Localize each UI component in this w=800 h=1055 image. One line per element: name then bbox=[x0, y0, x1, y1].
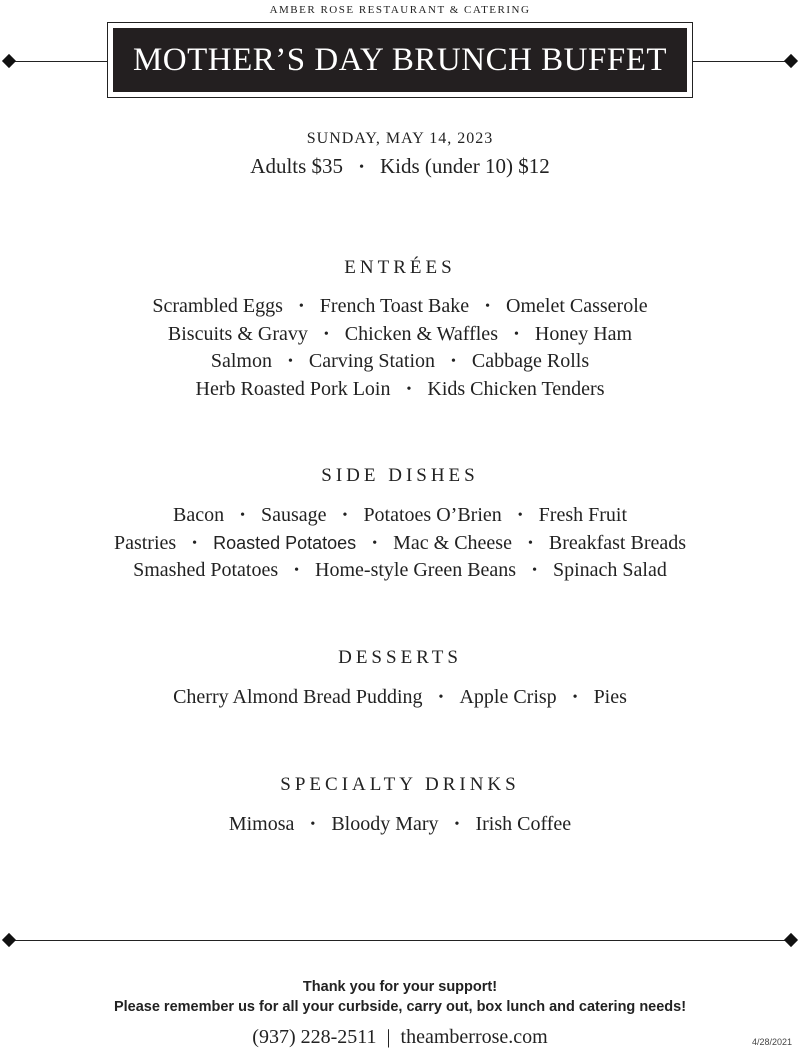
menu-line bbox=[0, 376, 800, 404]
menu-item: Herb Roasted Pork Loin bbox=[195, 377, 391, 400]
menu-line bbox=[0, 321, 800, 349]
sides-heading: SIDE DISHES bbox=[321, 465, 479, 486]
menu-item: Biscuits & Gravy bbox=[167, 322, 308, 345]
menu-title: MOTHER’S DAY BRUNCH BUFFET bbox=[113, 28, 687, 92]
menu-line bbox=[0, 811, 800, 839]
restaurant-name: AMBER ROSE RESTAURANT & CATERING bbox=[269, 4, 531, 16]
bullet: • bbox=[298, 299, 304, 314]
menu-item: Sausage bbox=[260, 504, 327, 526]
footer-rule bbox=[10, 940, 790, 941]
entrees-heading: ENTRÉES bbox=[344, 257, 456, 278]
bullet: • bbox=[192, 535, 198, 551]
menu-item: Pies bbox=[593, 686, 627, 708]
bullet: • bbox=[287, 354, 293, 369]
bullet: • bbox=[532, 563, 537, 578]
kids-price: Kids (under 10) $12 bbox=[379, 154, 550, 178]
bullet: • bbox=[294, 563, 300, 578]
phone-number: (937) 228-2511 bbox=[252, 1026, 377, 1048]
event-date: SUNDAY, MAY 14, 2023 bbox=[306, 130, 494, 147]
bullet: • bbox=[310, 817, 316, 832]
menu-item: Smashed Potatoes bbox=[133, 559, 279, 581]
bullet: • bbox=[406, 381, 412, 397]
menu-item: Bloody Mary bbox=[331, 813, 439, 835]
bullet: • bbox=[527, 535, 533, 551]
menu-item: Breakfast Breads bbox=[548, 531, 687, 554]
bullet: • bbox=[454, 817, 460, 832]
bullet: • bbox=[372, 535, 378, 551]
menu-line bbox=[0, 557, 800, 585]
menu-item: Scrambled Eggs bbox=[152, 295, 283, 317]
menu-line bbox=[0, 293, 800, 321]
menu-item: Home-style Green Beans bbox=[315, 559, 517, 581]
menu-item: Apple Crisp bbox=[459, 686, 557, 708]
menu-item: Kids Chicken Tenders bbox=[427, 377, 605, 400]
menu-item: Fresh Fruit bbox=[538, 504, 627, 526]
menu-item: Irish Coffee bbox=[475, 813, 572, 835]
bullet: • bbox=[451, 354, 456, 369]
menu-item: Roasted Potatoes bbox=[213, 532, 357, 553]
prices bbox=[0, 154, 800, 179]
bullet: • bbox=[513, 326, 519, 342]
website-link[interactable]: theamberrose.com bbox=[400, 1026, 548, 1048]
menu-item: Carving Station bbox=[308, 350, 435, 372]
desserts-heading: DESSERTS bbox=[338, 647, 462, 668]
menu-line bbox=[0, 348, 800, 376]
bullet: • bbox=[485, 299, 491, 314]
bullet: • bbox=[240, 508, 245, 523]
menu-item: Salmon bbox=[210, 350, 272, 372]
bullet: • bbox=[359, 160, 364, 175]
menu-line bbox=[0, 530, 800, 558]
menu-item: French Toast Bake bbox=[319, 295, 470, 317]
diamond-footer-right-icon bbox=[784, 933, 798, 947]
menu-item: Mimosa bbox=[228, 813, 295, 835]
menu-item: Chicken & Waffles bbox=[344, 322, 498, 345]
bullet: • bbox=[517, 508, 523, 523]
contact-divider: | bbox=[386, 1026, 391, 1048]
menu-item: Omelet Casserole bbox=[506, 295, 648, 317]
reminder-line: Please remember us for all your curbside, carry out, box lunch and catering needs! bbox=[113, 999, 687, 1015]
drinks-heading: SPECIALTY DRINKS bbox=[280, 774, 520, 795]
menu-item: Spinach Salad bbox=[552, 559, 667, 581]
menu-item: Pastries bbox=[113, 531, 177, 554]
bullet: • bbox=[323, 326, 329, 342]
bullet: • bbox=[572, 690, 578, 705]
date-stamp: 4/28/2021 bbox=[751, 1037, 792, 1047]
bullet: • bbox=[438, 690, 444, 705]
thanks-message bbox=[0, 977, 800, 1017]
menu-line bbox=[0, 502, 800, 530]
menu-line bbox=[0, 684, 800, 712]
diamond-left-icon bbox=[2, 54, 16, 68]
drinks-list bbox=[0, 811, 800, 839]
menu-item: Mac & Cheese bbox=[393, 531, 512, 554]
menu-item: Cherry Almond Bread Pudding bbox=[173, 686, 423, 708]
menu-item: Honey Ham bbox=[534, 322, 633, 345]
adults-price: Adults $35 bbox=[250, 154, 344, 178]
thanks-line: Thank you for your support! bbox=[302, 979, 498, 995]
bullet: • bbox=[342, 508, 348, 523]
menu-item: Potatoes O’Brien bbox=[363, 504, 502, 526]
desserts-list bbox=[0, 684, 800, 712]
sides-list bbox=[0, 502, 800, 585]
diamond-right-icon bbox=[784, 54, 798, 68]
menu-item: Bacon bbox=[172, 504, 225, 526]
menu-item: Cabbage Rolls bbox=[471, 350, 590, 372]
title-rule-left bbox=[10, 61, 107, 62]
diamond-footer-left-icon bbox=[2, 933, 16, 947]
entrees-list bbox=[0, 293, 800, 403]
title-rule-right bbox=[693, 61, 790, 62]
contact-line bbox=[0, 1026, 800, 1049]
